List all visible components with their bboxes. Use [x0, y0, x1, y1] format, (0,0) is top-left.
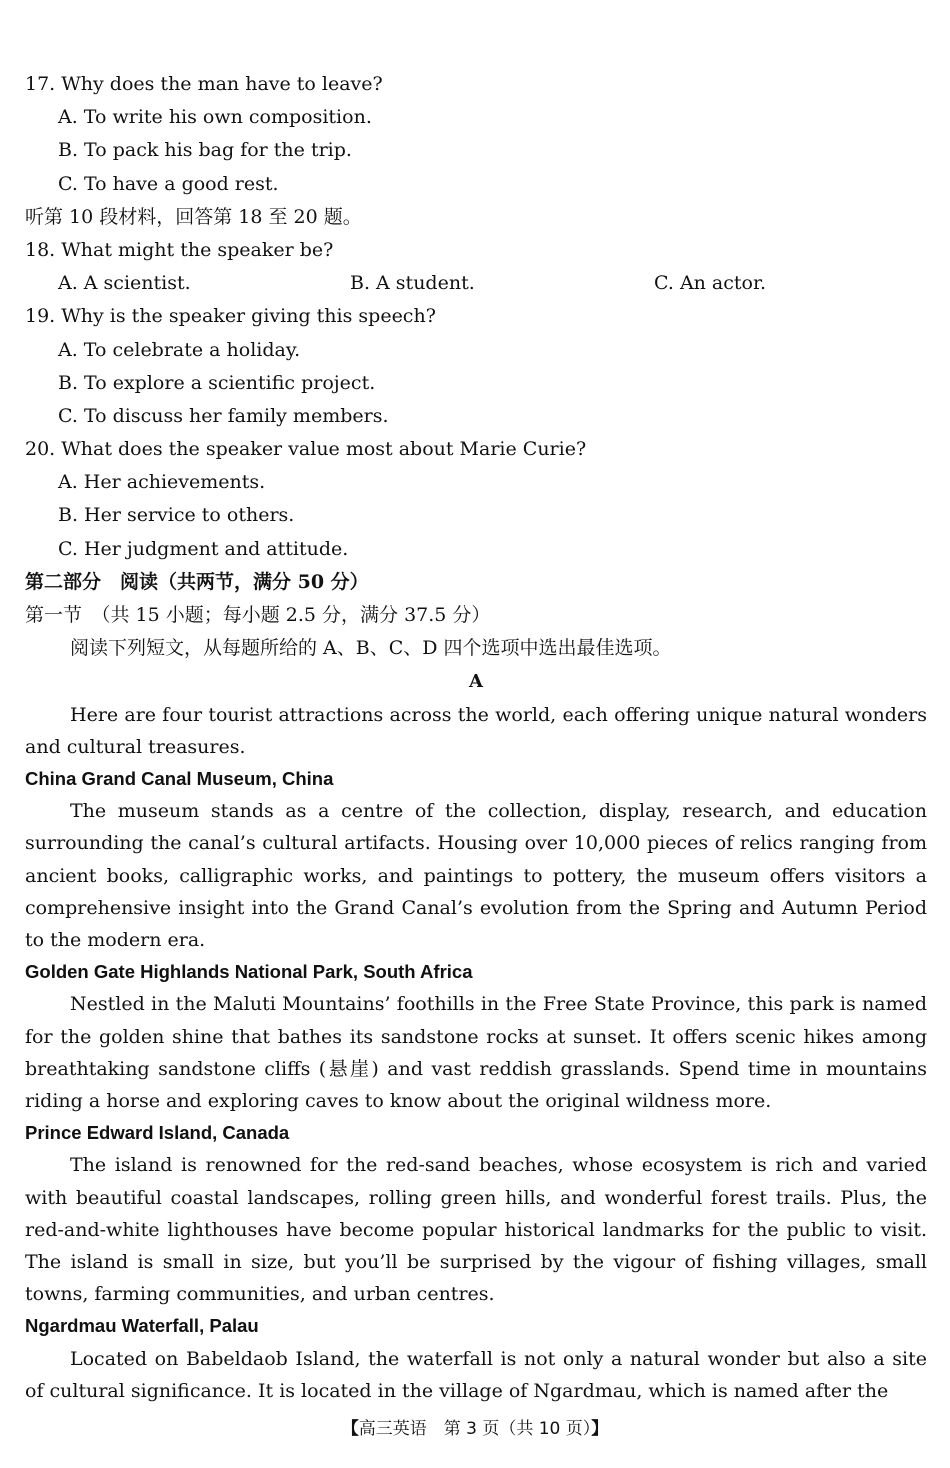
question-17-option-c: C. To have a good rest.	[58, 172, 279, 195]
page-footer	[0, 1414, 950, 1439]
question-17-option-b: B. To pack his bag for the trip.	[58, 139, 352, 162]
question-18-stem: 18. What might the speaker be?	[25, 238, 334, 261]
listening-instruction: 听第 10 段材料，回答第 18 至 20 题。	[25, 205, 362, 228]
reading-instruction: 阅读下列短文，从每题所给的 A、B、C、D 四个选项中选出最佳选项。	[70, 637, 672, 660]
footer-text: 高三英语 第 3 页（共 10 页）	[358, 1419, 592, 1439]
question-18-option-c: C. An actor.	[654, 272, 767, 295]
section-heading-golden-gate: Golden Gate Highlands National Park, South Africa	[25, 961, 473, 983]
passage-label: A	[469, 671, 483, 693]
question-19-option-a: A. To celebrate a holiday.	[58, 338, 301, 361]
question-20-stem: 20. What does the speaker value most about Marie Curie?	[25, 438, 587, 461]
question-17-stem: 17. Why does the man have to leave?	[25, 73, 383, 95]
section-heading-prince-edward: Prince Edward Island, Canada	[25, 1122, 290, 1144]
footer-bracket-close: 】	[591, 1419, 609, 1439]
section-heading-grand-canal: China Grand Canal Museum, China	[25, 767, 334, 789]
section-text-ngardmau: Located on Babeldaob Island, the waterfall is not only a natural wonder but also a site of cultural significance. It is located in the village of Ngardmau, which is named after the	[25, 1347, 927, 1402]
question-17-option-a: A. To write his own composition.	[58, 106, 372, 129]
section-heading-ngardmau: Ngardmau Waterfall, Palau	[25, 1315, 259, 1337]
exam-page	[25, 68, 927, 1407]
question-20-option-b: B. Her service to others.	[58, 504, 295, 527]
section-text-grand-canal: The museum stands as a centre of the collection, display, research, and education surrounding the canal’s cultural artifacts. Housing over 10,000 pieces of relics ranging from ancient books, calligraphic works, and paintings to pottery, the museum offers visitors a comprehensive insight into the Grand Canal’s evolution from the Spring and Autumn Period to the modern era.	[25, 800, 927, 951]
section1-title: 第一节 （共 15 小题；每小题 2.5 分，满分 37.5 分）	[25, 604, 491, 626]
passage-intro: Here are four tourist attractions across the world, each offering unique natural wonders and cultural treasures.	[25, 703, 927, 758]
part2-title: 第二部分 阅读（共两节，满分 50 分）	[25, 570, 369, 593]
question-20-option-c: C. Her judgment and attitude.	[58, 537, 349, 560]
question-18-options	[25, 267, 927, 300]
question-18-option-b: B. A student.	[350, 272, 475, 295]
question-20-option-a: A. Her achievements.	[58, 471, 266, 494]
footer-bracket-open: 【	[341, 1419, 359, 1439]
question-18-option-a: A. A scientist.	[58, 272, 191, 295]
question-19-stem: 19. Why is the speaker giving this speech?	[25, 305, 436, 328]
section-text-golden-gate: Nestled in the Maluti Mountains’ foothills in the Free State Province, this park is named for the golden shine that bathes its sandstone rocks at sunset. It offers scenic hikes among breathtaking sandstone cliffs (悬崖) and vast reddish grasslands. Spend time in mountains riding a horse and exploring caves to know about the original wildness more.	[25, 993, 927, 1112]
question-19-option-b: B. To explore a scientific project.	[58, 371, 376, 394]
question-19-option-c: C. To discuss her family members.	[58, 404, 389, 427]
section-text-prince-edward: The island is renowned for the red-sand beaches, whose ecosystem is rich and varied with beautiful coastal landscapes, rolling green hills, and wonderful forest trails. Plus, the red-and-white lighthouses have become popular historical landmarks for the public to visit. The island is small in size, but you’ll be surprised by the vigour of fishing villages, small towns, farming communities, and urban centres.	[25, 1154, 927, 1306]
